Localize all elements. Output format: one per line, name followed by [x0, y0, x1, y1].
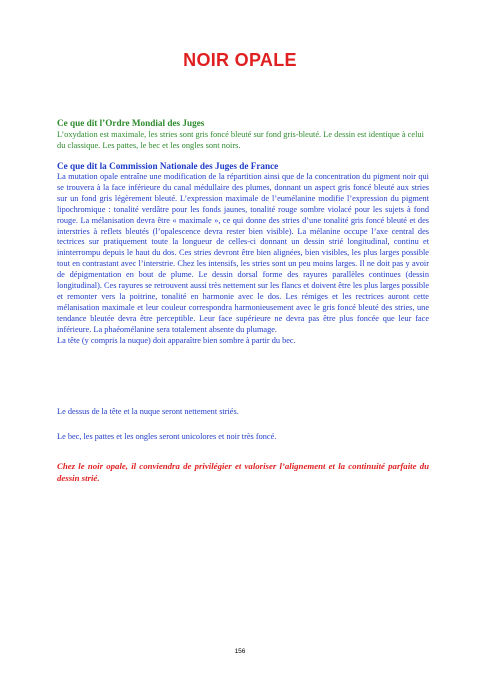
omj-text: L’oxydation est maximale, les stries sont gris foncé bleuté sur fond gris-bleuté. Le dessin est identique à celui du classique. Les pattes, le bec et les ongles sont noirs. [57, 130, 424, 150]
page-title: NOIR OPALE [183, 50, 297, 70]
cnj-tete: La tête (y compris la nuque) doit apparaître bien sombre à partir du bec. [57, 335, 296, 345]
cnj-body [57, 172, 429, 347]
omj-section [57, 118, 429, 151]
cnj-heading: Ce que dit la Commission Nationale des Juges de France [57, 161, 279, 171]
cnj-section [57, 161, 429, 347]
page-number: 156 [234, 648, 246, 655]
cnj-paragraph: La mutation opale entraîne une modification de la répartition ainsi que de la concentration du pigment noir qui se trouvera à la face inférieure du canal médullaire des plumes, donnant un aspect gris foncé bleuté aux stries sur un fond gris légèrement bleuté. L’expression maximale de l’eumélanine modifie l’expression du pigment lipochromique : tonalité verdâtre pour les fonds jaunes, tonalité rouge sombre violacé pour les sujets à fond rouge. La mélanisation devra être « maximale », ce qui donne des stries d’une tonalité gris foncé bleuté et des interstries à reflets bleutés (l’opalescence devra rester bien visible). La mélanine occupe l’axe central des tectrices sur pratiquement toute la longueur de celles-ci donnant un dessin strié longitudinal, continu et ininterrompu depuis le haut du dos. Ces stries devront être bien alignées, bien visibles, les plus larges possible tout en contrastant avec l’interstrie. Chez les intensifs, les stries sont un peu moins larges. Il ne doit pas y avoir de dépigmentation en bout de plume. Le dessin dorsal forme des rayures parallèles continues (dessin longitudinal). Ces rayures se retrouvent aussi très nettement sur les flancs et doivent être les plus larges possible et remonter vers la poitrine, tonalité en harmonie avec le dos. Les rémiges et les rectrices auront cette mélanisation maximale et leur couleur correspondra harmonieusement avec le gris foncé bleuté des stries, une tendance bleutée devra être perceptible. Leur face supérieure ne devra pas être plus foncée que leur face inférieure. La phaéomélanine sera totalement absente du plumage. [57, 172, 429, 334]
omj-heading: Ce que dit l’Ordre Mondial des Juges [57, 118, 205, 128]
conclusion-text: Chez le noir opale, il conviendra de privilégier et valoriser l’alignement et la continuité parfaite du dessin strié. [57, 461, 429, 483]
cnj-bec: Le bec, les pattes et les ongles seront unicolores et noir très foncé. [57, 432, 277, 441]
cnj-dessus: Le dessus de la tête et la nuque seront nettement striés. [57, 407, 239, 416]
